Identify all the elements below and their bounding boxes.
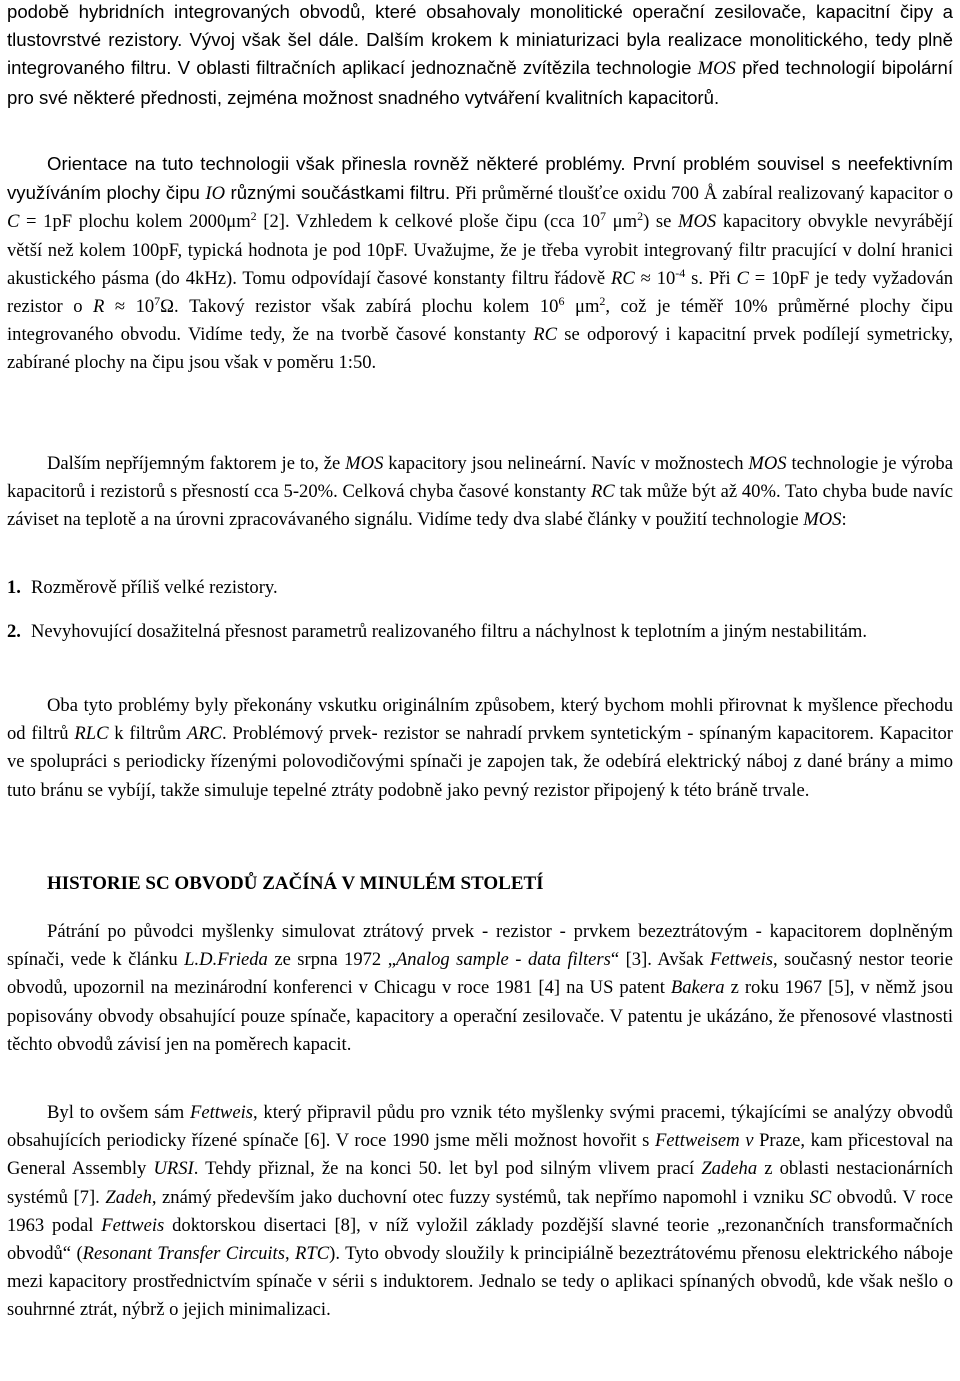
text-run: technologie je výroba kapacitorů i rezistorů s přesností cca 5-20%. Celková chyba časové konstanty: [7, 453, 953, 503]
text-run-italic: SC: [809, 1186, 832, 1208]
superscript: 2: [250, 209, 257, 224]
text-run: doktorskou disertaci [8], v níž vyložil základy pozdější slavné teorie „rezonančních transformačních obvodů“ (: [7, 1214, 954, 1265]
list-text: Rozměrově příliš velké rezistory.: [31, 577, 278, 598]
section-heading: HISTORIE SC OBVODŮ ZAČÍNÁ V MINULÉM STOLETÍ: [47, 873, 544, 894]
text-run: ze srpna 1972 „: [267, 949, 396, 971]
text-run: Praze, kam přicestoval na General Assembly: [7, 1130, 953, 1180]
text-run: kapacitory jsou nelineární. Navíc v možnostech: [383, 453, 749, 474]
text-run-italic: Resonant Transfer Circuits: [82, 1243, 285, 1265]
paragraph-5: [7, 918, 953, 1059]
text-run-italic: MOS: [697, 58, 736, 80]
text-run-italic: Fettweis: [709, 949, 773, 971]
superscript: 2: [599, 293, 606, 308]
text-run-italic: MOS: [803, 509, 842, 531]
text-run: k filtrům: [108, 723, 187, 745]
text-run: [2]. Vzhledem k celkové ploše čipu (cca 10: [256, 211, 601, 233]
text-run: kapacitory obvykle nevyrábějí větší než kolem 100pF, typická hodnota je pod 10pF. Uvažujme, že je třeba vyrobit integrovaný filtr pracující v dolní hranici akustického pásma (do 4kHz). Tomu odpovídají časové konstanty filtru řádově: [7, 211, 953, 289]
text-run: . Problémový prvek- rezistor se nahradí prvkem syntetickým - spínaným kapacitorem. Kapacitor ve spolupráci s periodicky řízenými polovodičovými spínači je zapojen tak, že odebírá elektrický náboj z dané brány a mimo tuto bránu se vybíjí, takže simuluje tepelné ztráty podobně jako pevný rezistor připojený k této bráně trvale.: [7, 723, 953, 801]
text-run: ). Tyto obvody sloužily k principiálně bezeztrátovému přenosu elektrického náboje mezi kapacitory prostřednictvím spínače v sérii s induktorem. Jednalo se tedy o aplikaci spínaných obvodů, kde však nešlo o souhrnné ztrát, nýbrž o jejich minimalizaci.: [7, 1243, 954, 1321]
text-run: před technologií bipolární pro své některé přednosti, zejména možnost snadného vytváření kvalitních kapacitorů.: [7, 57, 953, 108]
text-run-italic: RC: [590, 481, 615, 503]
text-run-italic: RLC: [74, 723, 109, 745]
superscript: 7: [154, 293, 161, 308]
text-run: Orientace na tuto technologii však přinesla rovněž některé problémy. První problém souvisel s neefektivním využíváním plochy čipu: [7, 153, 953, 204]
text-run: z roku 1967 [5], v němž jsou popisovány obvody obsahující pouze spínače, kapacitory a operační zesilovače. V patentu je ukázáno, že přenosové vlastnosti těchto obvodů závisí jen na poměrech kapacit.: [7, 977, 954, 1055]
superscript: 2: [637, 209, 644, 224]
text-run: = 10pF je tedy vyžadován rezistor o: [7, 267, 953, 318]
superscript: 7: [600, 209, 607, 224]
text-run: ) se: [643, 211, 679, 233]
text-run: , což je téměř 10% průměrné plochy čipu integrovaného obvodu. Vidíme tedy, že na tvorbě časové konstanty: [7, 296, 953, 346]
text-run-italic: MOS: [345, 453, 384, 474]
text-run-italic: L.D.Frieda: [184, 949, 268, 971]
text-run-italic: Fettweis: [189, 1102, 253, 1123]
text-run: . Tehdy přiznal, že na konci 50. let byl pod silným vlivem prací: [193, 1158, 702, 1180]
text-run: , současný nestor teorie obvodů, upozornil na mezinárodní konferenci v Chicagu v roce 1981 [4] na US patent: [7, 949, 953, 999]
text-run: Pátrání po původci myšlenky simulovat ztrátový prvek - rezistor - prvkem bezeztrátovým - kapacitorem doplněným spínači, vede k článku: [7, 921, 953, 971]
text-run: ≈ 10: [104, 296, 155, 318]
text-run: obvodů. V roce 1963 podal: [7, 1186, 953, 1236]
text-run: se odporový i kapacitní prvek podílejí symetricky, zabírané plochy na čipu jsou však v poměru 1:50.: [7, 324, 953, 374]
text-run: “ [3]. Avšak: [610, 949, 710, 971]
text-run-italic: Fettweis: [101, 1214, 165, 1236]
text-run-italic: Fettweisem v: [654, 1130, 754, 1152]
text-run: Ω. Takový rezistor však zabírá plochu kolem 10: [160, 296, 559, 318]
text-run: Byl to ovšem sám: [47, 1102, 190, 1123]
text-run-italic: C: [736, 267, 749, 289]
text-run-italic: Zadeh: [105, 1186, 152, 1208]
text-run: μm: [606, 211, 638, 233]
text-run-italic: MOS: [748, 453, 787, 474]
text-run: , který připravil půdu pro vznik této myšlenky svými pracemi, týkajícími se analýzy obvodů obsahujících periodicky řízené spínače [6]. V roce 1990 jsme měli možnost hovořit s: [7, 1102, 953, 1152]
text-run: = 1pF plochu kolem 2000μm: [19, 211, 251, 233]
paragraph-2: [7, 150, 953, 378]
paragraph-3: [7, 450, 953, 535]
text-run-italic: MOS: [678, 211, 717, 233]
text-run: tak může být až 40%. Tato chyba bude navíc záviset na teplotě a na úrovni zpracovávaného signálu. Vidíme tedy dva slabé články v použití technologie: [7, 481, 953, 531]
list-text: Nevyhovující dosažitelná přesnost parametrů realizovaného filtru a náchylnost k teplotním a jiným nestabilitám.: [31, 621, 867, 643]
text-run: podobě hybridních integrovaných obvodů, které obsahovaly monolitické operační zesilovače, kapacitní čipy a tlustovrstvé rezistory. Vývoj však šel dále. Dalším krokem k miniaturizaci byla realizace monolitického, tedy plně integrovaného filtru. V oblasti filtračních aplikací jednoznačně zvítězila technologie: [7, 1, 953, 79]
paragraph-1: [7, 0, 953, 112]
paragraph-6: [7, 1099, 953, 1325]
text-run-italic: IO: [205, 183, 226, 205]
list-item: [7, 574, 953, 602]
list-number: 1.: [7, 577, 21, 598]
paragraph-4: [7, 692, 953, 805]
text-run: , známý především jako duchovní otec fuzzy systémů, tak nepřímo napomohl i vzniku: [151, 1186, 810, 1208]
text-run-italic: ARC: [186, 723, 222, 745]
list-item: [7, 618, 953, 646]
problem-list: [7, 574, 953, 646]
list-number: 2.: [7, 621, 21, 643]
text-run: Dalším nepříjemným faktorem je to, že: [47, 453, 346, 474]
text-run: ,: [284, 1243, 296, 1265]
text-run-italic: Zadeha: [701, 1158, 758, 1180]
text-run: :: [841, 509, 847, 531]
text-run: μm: [564, 296, 600, 318]
text-run: s. Při: [685, 267, 737, 289]
text-run: Při průměrné tloušťce oxidu 700 Å zabíral realizovaný kapacitor o: [450, 183, 954, 205]
text-run-italic: URSI: [153, 1158, 194, 1180]
text-run-italic: C: [7, 211, 20, 233]
text-run-italic: RTC: [295, 1243, 330, 1265]
text-run: Oba tyto problémy byly překonány vskutku originálním způsobem, který bychom mohli přirovnat k myšlence přechodu od filtrů: [7, 695, 953, 745]
text-run: z oblasti nestacionárních systémů [7].: [7, 1158, 953, 1208]
text-run-italic: R: [93, 296, 105, 318]
text-run: různými součástkami filtru.: [225, 182, 451, 204]
superscript: -4: [675, 265, 686, 280]
superscript: 6: [558, 293, 565, 308]
text-run-italic: Analog sample - data filters: [395, 949, 611, 971]
text-run-italic: Bakera: [670, 977, 725, 999]
text-run-italic: RC: [610, 267, 635, 289]
text-run: ≈ 10: [634, 267, 676, 289]
text-run-italic: RC: [533, 324, 557, 346]
